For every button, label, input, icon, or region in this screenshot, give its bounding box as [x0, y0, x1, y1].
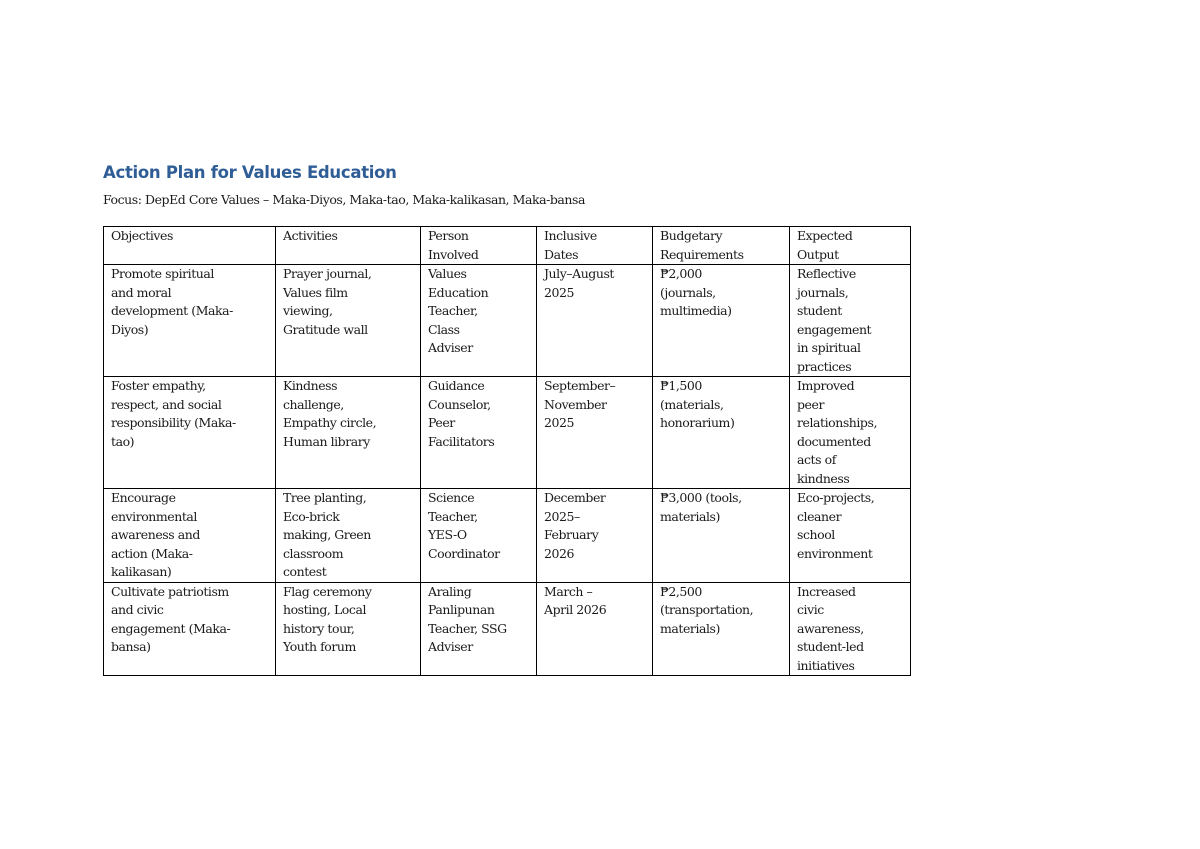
header-cell-person-involved: [421, 227, 537, 265]
cell-text-line: Expected: [797, 228, 853, 243]
cell-text-line: Peer: [428, 415, 455, 430]
cell-text-line: respect, and social: [111, 396, 222, 412]
cell-text-line: Requirements: [660, 246, 744, 262]
cell-text-line: Activities: [283, 228, 338, 243]
cell-text-line: relationships,: [797, 415, 877, 430]
cell-text-line: in spiritual: [797, 340, 861, 355]
table-cell-objectives: [104, 582, 276, 676]
cell-text-line: Science: [428, 490, 475, 505]
cell-text-line: December: [544, 490, 606, 505]
cell-text-line: Empathy circle,: [283, 415, 377, 430]
table-cell-budgetary-requirements: [653, 582, 790, 676]
table-cell-person-involved: [421, 265, 537, 377]
cell-text-line: Teacher,: [428, 508, 478, 524]
cell-text-line: Involved: [428, 246, 479, 262]
cell-text-line: Budgetary: [660, 228, 723, 243]
cell-text-line: (journals,: [660, 284, 716, 300]
cell-text-line: Facilitators: [428, 433, 495, 449]
cell-text-line: July–August: [544, 266, 614, 281]
cell-text-line: Values: [428, 266, 467, 281]
table-cell-expected-output: [790, 377, 911, 489]
cell-text-line: contest: [283, 564, 327, 579]
cell-text-line: responsibility (Maka-: [111, 415, 236, 430]
cell-text-line: ₱3,000 (tools,: [660, 490, 742, 505]
table-cell-objectives: [104, 265, 276, 377]
table-cell-budgetary-requirements: [653, 377, 790, 489]
cell-text-line: Gratitude wall: [283, 321, 368, 337]
cell-text-line: acts of: [797, 452, 836, 467]
cell-text-line: Counselor,: [428, 396, 491, 412]
table-row: [104, 582, 911, 676]
table-cell-activities: [276, 489, 421, 583]
cell-text-line: ₱1,500: [660, 378, 702, 393]
cell-text-line: Panlipunan: [428, 602, 495, 617]
cell-text-line: documented: [797, 433, 871, 449]
cell-text-line: Values film: [283, 284, 348, 300]
cell-text-line: September–: [544, 378, 616, 393]
cell-text-line: initiatives: [797, 657, 855, 673]
cell-text-line: cleaner: [797, 508, 842, 524]
table-cell-budgetary-requirements: [653, 489, 790, 583]
cell-text-line: Adviser: [428, 340, 473, 355]
cell-text-line: Education: [428, 284, 489, 300]
table-cell-inclusive-dates: [537, 265, 653, 377]
cell-text-line: civic: [797, 602, 824, 617]
cell-text-line: Encourage: [111, 490, 176, 505]
cell-text-line: (transportation,: [660, 602, 754, 617]
cell-text-line: Person: [428, 228, 469, 243]
cell-text-line: Guidance: [428, 378, 485, 393]
header-cell-objectives: [104, 227, 276, 265]
table-header-row: [104, 227, 911, 265]
cell-text-line: Human library: [283, 433, 370, 449]
cell-text-line: school: [797, 527, 835, 542]
cell-text-line: Output: [797, 246, 839, 262]
cell-text-line: Flag ceremony: [283, 583, 372, 599]
cell-text-line: awareness and: [111, 527, 200, 542]
table-cell-activities: [276, 582, 421, 676]
cell-text-line: challenge,: [283, 396, 344, 412]
cell-text-line: environment: [797, 545, 873, 561]
cell-text-line: ₱2,000: [660, 266, 702, 281]
cell-text-line: making, Green: [283, 527, 371, 542]
cell-text-line: Increased: [797, 583, 856, 599]
cell-text-line: and civic: [111, 602, 164, 617]
cell-text-line: materials): [660, 620, 720, 636]
action-plan-table: [103, 226, 911, 676]
table-cell-inclusive-dates: [537, 582, 653, 676]
table-cell-objectives: [104, 489, 276, 583]
cell-text-line: ₱2,500: [660, 583, 702, 599]
cell-text-line: peer: [797, 396, 824, 412]
cell-text-line: Reflective: [797, 266, 856, 281]
table-cell-person-involved: [421, 377, 537, 489]
cell-text-line: Objectives: [111, 228, 173, 243]
cell-text-line: development (Maka-: [111, 303, 233, 318]
cell-text-line: kindness: [797, 470, 850, 486]
cell-text-line: awareness,: [797, 620, 864, 636]
cell-text-line: YES-O: [428, 527, 467, 542]
cell-text-line: (materials,: [660, 396, 724, 412]
cell-text-line: 2025: [544, 415, 575, 430]
table-cell-person-involved: [421, 489, 537, 583]
cell-text-line: Inclusive: [544, 228, 597, 243]
cell-text-line: and moral: [111, 284, 172, 300]
page-title: Action Plan for Values Education: [103, 163, 397, 182]
cell-text-line: Class: [428, 321, 460, 337]
table-row: [104, 265, 911, 377]
cell-text-line: environmental: [111, 508, 197, 524]
cell-text-line: engagement: [797, 321, 872, 337]
page-subtitle: Focus: DepEd Core Values – Maka-Diyos, Maka-tao, Maka-kalikasan, Maka-bansa: [103, 192, 585, 207]
cell-text-line: Tree planting,: [283, 490, 367, 505]
cell-text-line: kalikasan): [111, 564, 172, 579]
cell-text-line: Teacher,: [428, 303, 478, 318]
cell-text-line: Teacher, SSG: [428, 620, 507, 636]
cell-text-line: Promote spiritual: [111, 266, 214, 281]
table-cell-expected-output: [790, 489, 911, 583]
cell-text-line: Adviser: [428, 639, 473, 654]
cell-text-line: honorarium): [660, 415, 735, 430]
cell-text-line: multimedia): [660, 303, 732, 318]
cell-text-line: Youth forum: [283, 639, 356, 654]
cell-text-line: bansa): [111, 639, 151, 654]
cell-text-line: student: [797, 303, 842, 318]
cell-text-line: engagement (Maka-: [111, 620, 231, 636]
cell-text-line: Eco-projects,: [797, 490, 875, 505]
cell-text-line: April 2026: [544, 602, 607, 617]
cell-text-line: Prayer journal,: [283, 266, 372, 281]
cell-text-line: materials): [660, 508, 720, 524]
cell-text-line: Foster empathy,: [111, 378, 206, 393]
cell-text-line: hosting, Local: [283, 602, 366, 617]
table-cell-objectives: [104, 377, 276, 489]
cell-text-line: tao): [111, 433, 135, 449]
table-cell-inclusive-dates: [537, 489, 653, 583]
cell-text-line: Coordinator: [428, 545, 500, 561]
cell-text-line: journals,: [797, 284, 849, 300]
cell-text-line: Eco-brick: [283, 508, 340, 524]
header-cell-budgetary-requirements: [653, 227, 790, 265]
cell-text-line: Improved: [797, 378, 855, 393]
table-cell-inclusive-dates: [537, 377, 653, 489]
table-cell-activities: [276, 377, 421, 489]
table-cell-budgetary-requirements: [653, 265, 790, 377]
table-cell-expected-output: [790, 582, 911, 676]
cell-text-line: February: [544, 527, 599, 542]
cell-text-line: practices: [797, 358, 852, 374]
table-cell-person-involved: [421, 582, 537, 676]
table-cell-expected-output: [790, 265, 911, 377]
header-cell-inclusive-dates: [537, 227, 653, 265]
cell-text-line: action (Maka-: [111, 545, 193, 561]
cell-text-line: March –: [544, 583, 593, 599]
header-cell-expected-output: [790, 227, 911, 265]
cell-text-line: student-led: [797, 639, 864, 654]
cell-text-line: classroom: [283, 545, 344, 561]
cell-text-line: Dates: [544, 246, 579, 262]
header-cell-activities: [276, 227, 421, 265]
cell-text-line: Diyos): [111, 321, 149, 337]
cell-text-line: Kindness: [283, 378, 338, 393]
cell-text-line: Cultivate patriotism: [111, 583, 229, 599]
cell-text-line: November: [544, 396, 607, 412]
cell-text-line: 2026: [544, 545, 575, 561]
cell-text-line: Araling: [428, 583, 472, 599]
cell-text-line: 2025: [544, 284, 575, 300]
cell-text-line: viewing,: [283, 303, 333, 318]
table-row: [104, 377, 911, 489]
table-row: [104, 489, 911, 583]
cell-text-line: history tour,: [283, 620, 355, 636]
table-cell-activities: [276, 265, 421, 377]
cell-text-line: 2025–: [544, 508, 580, 524]
